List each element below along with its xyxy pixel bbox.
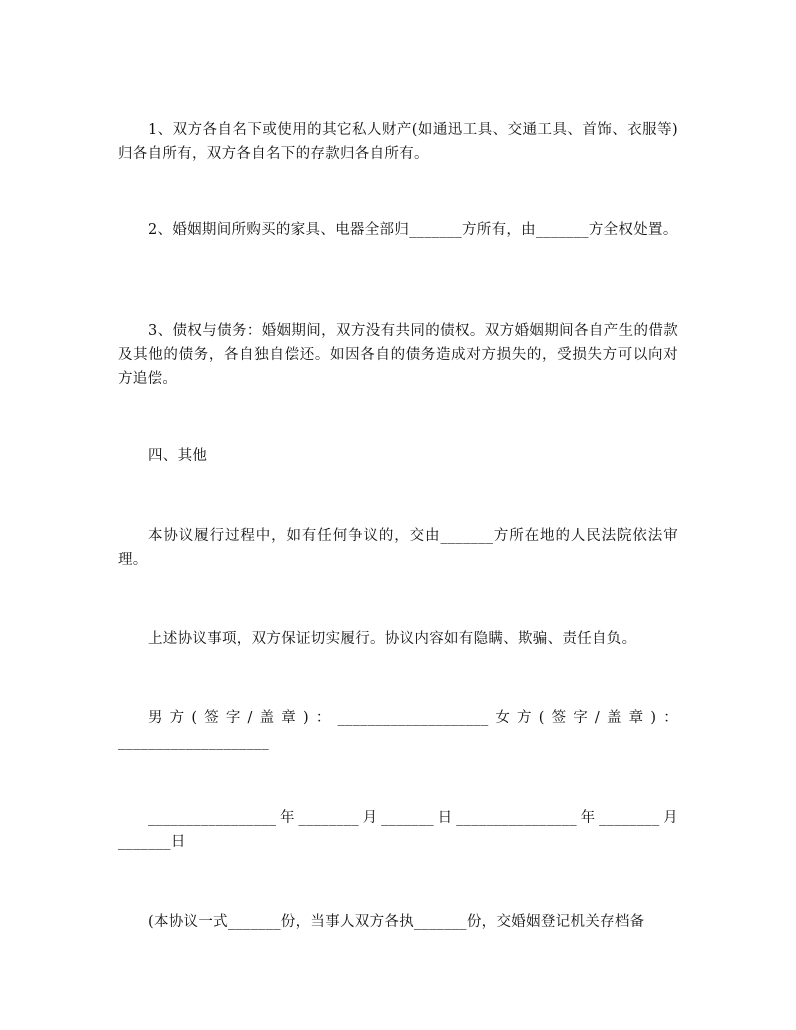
clause-1-personal-property: 1、双方各自名下或使用的其它私人财产(如通迅工具、交通工具、首饰、衣服等)归各自所有，双方各自名下的存款归各自所有。 bbox=[118, 122, 678, 162]
clause-2-furniture-appliances: 2、婚姻期间所购买的家具、电器全部归_______方所有，由_______方全权处置。 bbox=[148, 222, 678, 238]
guarantee-statement: 上述协议事项，双方保证切实履行。协议内容如有隐瞒、欺骗、责任自负。 bbox=[148, 631, 637, 647]
section-heading-other: 四、其他 bbox=[148, 448, 208, 464]
copies-note: (本协议一式_______份，当事人双方各执_______份，交婚姻登记机关存档备 bbox=[148, 914, 645, 930]
clause-3-debts: 3、债权与债务：婚姻期间，双方没有共同的债权。双方婚姻期间各自产生的借款及其他的债务，各自独自偿还。如因各自的债务造成对方损失的，受损失方可以向对方追偿。 bbox=[118, 323, 678, 387]
dispute-resolution-clause: 本协议履行过程中，如有任何争议的，交由_______方所在地的人民法院依法审理。 bbox=[118, 528, 678, 568]
date-line: _________________年________月_______日________________年________月_______日 bbox=[118, 810, 678, 850]
signature-line: 男方(签字/盖章)：____________________女方(签字/盖章)：____________________ bbox=[118, 710, 678, 750]
